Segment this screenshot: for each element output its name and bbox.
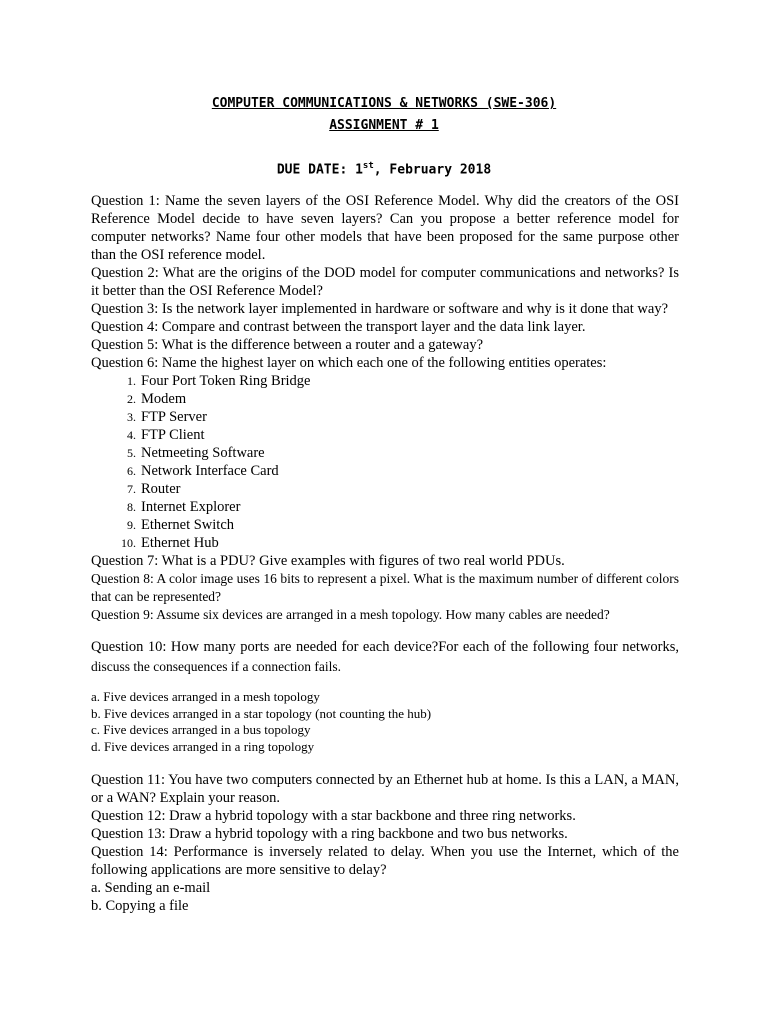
list-text: Netmeeting Software: [141, 445, 265, 461]
questions-body: [91, 192, 679, 915]
question-8: Question 8: A color image uses 16 bits to represent a pixel. What is the maximum number of different colors that can be represented?: [91, 571, 679, 604]
list-item: [91, 480, 679, 498]
list-item: [91, 462, 679, 480]
question-13: Question 13: Draw a hybrid topology with a ring backbone and two bus networks.: [91, 826, 568, 842]
list-item: [91, 426, 679, 444]
list-number: 9.: [127, 518, 136, 532]
list-text: Network Interface Card: [141, 463, 279, 479]
question-14: Question 14: Performance is inversely related to delay. When you use the Internet, which of the following applications are more sensitive to delay?: [91, 844, 679, 878]
list-number: 5.: [127, 446, 136, 460]
due-date-prefix: DUE DATE: 1: [276, 162, 363, 178]
question-11: Question 11: You have two computers connected by an Ethernet hub at home. Is this a LAN, a MAN, or a WAN? Explain your reason.: [91, 772, 679, 806]
list-text: Ethernet Hub: [141, 535, 219, 551]
list-item: c. Five devices arranged in a bus topology: [91, 722, 311, 737]
list-item: d. Five devices arranged in a ring topology: [91, 738, 315, 754]
question-10: [91, 638, 679, 677]
list-number: 6.: [127, 464, 136, 478]
list-item: [91, 390, 679, 408]
course-title: COMPUTER COMMUNICATIONS & NETWORKS (SWE-306): [211, 96, 557, 111]
list-item: [91, 444, 679, 462]
list-item: [91, 498, 679, 516]
question-10-list: [91, 689, 679, 755]
question-6: Question 6: Name the highest layer on which each one of the following entities operates:: [91, 355, 607, 371]
question-12: Question 12: Draw a hybrid topology with a star backbone and three ring networks.: [91, 808, 576, 824]
question-10-tail: discuss the consequences if a connection fails.: [91, 659, 342, 674]
list-number: 7.: [127, 482, 136, 496]
list-item: b. Copying a file: [91, 898, 189, 914]
list-text: Four Port Token Ring Bridge: [141, 373, 311, 389]
list-item: [91, 516, 679, 534]
question-1: Question 1: Name the seven layers of the OSI Reference Model. Why did the creators of the OSI Reference Model decide to have seven layers? Can you propose a better reference model for computer networks? Name four other models that have been proposed for the same purpose other than the OSI reference model.: [91, 193, 679, 263]
question-3: Question 3: Is the network layer implemented in hardware or software and why is it done that way?: [91, 301, 669, 317]
list-text: FTP Server: [141, 409, 207, 425]
due-date-ordinal: st: [362, 161, 374, 171]
list-item: [91, 534, 679, 552]
assignment-title: ASSIGNMENT # 1: [329, 118, 439, 133]
list-text: Router: [141, 481, 181, 497]
list-item: a. Sending an e-mail: [91, 880, 211, 896]
list-number: 3.: [127, 410, 136, 424]
list-text: Modem: [141, 391, 187, 407]
question-4: Question 4: Compare and contrast between the transport layer and the data link layer.: [91, 319, 586, 335]
question-10-head: Question 10: How many ports are needed for each device?For each of the following four networks,: [91, 639, 679, 655]
list-number: 10.: [121, 536, 136, 550]
list-number: 1.: [127, 374, 136, 388]
list-text: Internet Explorer: [141, 499, 241, 515]
list-number: 8.: [127, 500, 136, 514]
list-item: [91, 408, 679, 426]
list-item: a. Five devices arranged in a mesh topology: [91, 689, 320, 704]
due-date-suffix: , February 2018: [373, 162, 492, 178]
list-item: [91, 372, 679, 390]
question-9: Question 9: Assume six devices are arranged in a mesh topology. How many cables are needed?: [91, 607, 610, 622]
question-14-list: [91, 879, 679, 915]
list-number: 4.: [127, 428, 136, 442]
list-number: 2.: [127, 392, 136, 406]
question-2: Question 2: What are the origins of the DOD model for computer communications and networks? Is it better than the OSI Reference Model?: [91, 265, 679, 299]
list-item: b. Five devices arranged in a star topology (not counting the hub): [91, 705, 432, 721]
list-text: FTP Client: [141, 427, 205, 443]
question-7: Question 7: What is a PDU? Give examples with figures of two real world PDUs.: [91, 553, 565, 569]
list-text: Ethernet Switch: [141, 517, 235, 533]
question-5: Question 5: What is the difference between a router and a gateway?: [91, 337, 484, 353]
question-6-list: [91, 372, 679, 552]
due-date: [0, 161, 768, 177]
